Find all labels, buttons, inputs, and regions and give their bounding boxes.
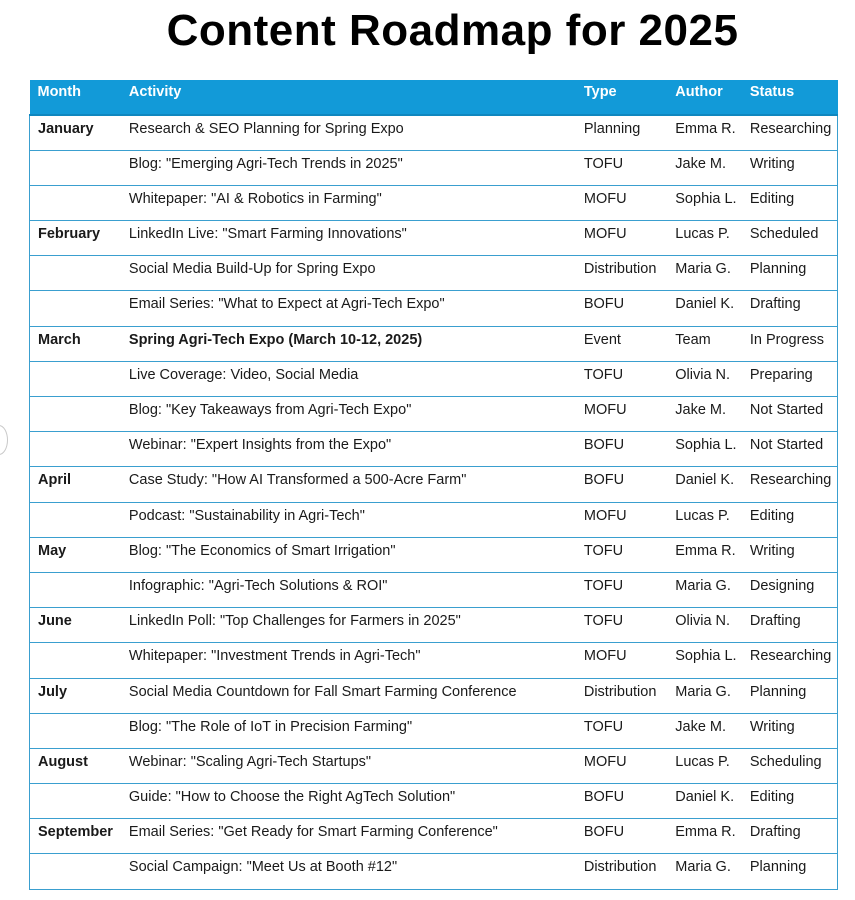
cell-author: Sophia L.: [667, 185, 742, 220]
header-activity: Activity: [121, 80, 576, 115]
cell-type: TOFU: [576, 537, 667, 572]
cell-status: Planning: [742, 678, 838, 713]
table-row: [30, 115, 838, 150]
cell-month: March: [30, 326, 121, 361]
table-row: [30, 678, 838, 713]
cell-status: Scheduling: [742, 748, 838, 783]
cell-author: Maria G.: [667, 678, 742, 713]
table-row: [30, 467, 838, 502]
cell-activity: Blog: "Emerging Agri-Tech Trends in 2025": [121, 150, 576, 185]
table-row: [30, 432, 838, 467]
cell-activity: Live Coverage: Video, Social Media: [121, 361, 576, 396]
cell-month: [30, 572, 121, 607]
cell-month: [30, 361, 121, 396]
cell-activity: LinkedIn Poll: "Top Challenges for Farmers in 2025": [121, 608, 576, 643]
cell-month: [30, 150, 121, 185]
cell-status: Drafting: [742, 819, 838, 854]
cell-status: Planning: [742, 256, 838, 291]
cell-type: BOFU: [576, 819, 667, 854]
cell-month: [30, 432, 121, 467]
table-row: [30, 854, 838, 889]
cell-author: Maria G.: [667, 854, 742, 889]
cell-status: Writing: [742, 713, 838, 748]
table-row: [30, 150, 838, 185]
cell-author: Olivia N.: [667, 608, 742, 643]
cell-activity: LinkedIn Live: "Smart Farming Innovations": [121, 221, 576, 256]
cell-status: Designing: [742, 572, 838, 607]
cell-author: Maria G.: [667, 256, 742, 291]
cell-activity: Social Media Countdown for Fall Smart Farming Conference: [121, 678, 576, 713]
header-month: Month: [30, 80, 121, 115]
cell-month: [30, 784, 121, 819]
cell-activity: Podcast: "Sustainability in Agri-Tech": [121, 502, 576, 537]
cell-status: Planning: [742, 854, 838, 889]
cell-author: Sophia L.: [667, 432, 742, 467]
cell-type: Distribution: [576, 854, 667, 889]
cell-month: January: [30, 115, 121, 150]
cell-status: Scheduled: [742, 221, 838, 256]
cell-month: [30, 854, 121, 889]
cell-month: [30, 713, 121, 748]
cell-activity: Research & SEO Planning for Spring Expo: [128, 121, 404, 137]
cell-author: Emma R.: [667, 819, 742, 854]
cell-status: Writing: [742, 150, 838, 185]
table-row: [30, 185, 838, 220]
cell-status: Preparing: [742, 361, 838, 396]
cell-month: August: [30, 748, 121, 783]
cell-month: April: [30, 467, 121, 502]
table-row: [30, 291, 838, 326]
cell-activity: Webinar: "Scaling Agri-Tech Startups": [121, 748, 576, 783]
cell-type: TOFU: [576, 608, 667, 643]
table-row: [30, 361, 838, 396]
cell-month: [30, 397, 121, 432]
cell-month: February: [30, 221, 121, 256]
header-type: Type: [576, 80, 667, 115]
table-row: [30, 326, 838, 361]
table-row: [30, 608, 838, 643]
cell-type: TOFU: [576, 572, 667, 607]
cell-activity: Blog: "Key Takeaways from Agri-Tech Expo": [121, 397, 576, 432]
cell-type: MOFU: [576, 748, 667, 783]
table-body: [30, 115, 838, 889]
cell-status: Researching: [742, 643, 838, 678]
side-scroll-handle[interactable]: [0, 425, 8, 455]
cell-type: MOFU: [576, 502, 667, 537]
cell-author: Sophia L.: [667, 643, 742, 678]
cell-type: BOFU: [576, 291, 667, 326]
cell-status: Researching: [742, 115, 838, 150]
cell-status: Editing: [742, 784, 838, 819]
cell-author: Team: [667, 326, 742, 361]
cell-type: TOFU: [576, 713, 667, 748]
table-row: [30, 221, 838, 256]
cell-month: [30, 291, 121, 326]
roadmap-table-container: [29, 80, 838, 890]
cell-author: Emma R.: [675, 121, 736, 137]
cell-month: June: [30, 608, 121, 643]
cell-author: Olivia N.: [667, 361, 742, 396]
cell-status: Editing: [742, 502, 838, 537]
cell-activity: Spring Agri-Tech Expo (March 10-12, 2025): [121, 326, 576, 361]
cell-month: [30, 256, 121, 291]
cell-author: Lucas P.: [667, 502, 742, 537]
cell-status: Drafting: [742, 291, 838, 326]
table-row: [30, 784, 838, 819]
cell-status: Writing: [742, 537, 838, 572]
cell-author: Daniel K.: [667, 467, 742, 502]
cell-type: MOFU: [576, 185, 667, 220]
cell-type: BOFU: [576, 784, 667, 819]
cell-activity: Email Series: "Get Ready for Smart Farming Conference": [121, 819, 576, 854]
cell-month: September: [30, 819, 121, 854]
cell-activity: Whitepaper: "Investment Trends in Agri-Tech": [121, 643, 576, 678]
cell-month: [30, 643, 121, 678]
cell-status: Drafting: [742, 608, 838, 643]
cell-type: Planning: [583, 121, 641, 137]
table-row: [30, 713, 838, 748]
cell-status: In Progress: [742, 326, 838, 361]
table-row: [30, 748, 838, 783]
cell-activity: Blog: "The Role of IoT in Precision Farming": [121, 713, 576, 748]
cell-activity: Social Campaign: "Meet Us at Booth #12": [121, 854, 576, 889]
cell-status: Editing: [742, 185, 838, 220]
table-row: [30, 502, 838, 537]
cell-author: Emma R.: [667, 537, 742, 572]
cell-author: Lucas P.: [667, 221, 742, 256]
cell-status: Researching: [742, 467, 838, 502]
cell-author: Daniel K.: [667, 291, 742, 326]
cell-type: MOFU: [576, 643, 667, 678]
cell-month: [30, 502, 121, 537]
cell-activity: Infographic: "Agri-Tech Solutions & ROI": [121, 572, 576, 607]
table-row: [30, 256, 838, 291]
cell-type: TOFU: [576, 361, 667, 396]
page-title: Content Roadmap for 2025: [166, 6, 739, 55]
cell-type: Distribution: [576, 256, 667, 291]
roadmap-table: [29, 80, 838, 890]
cell-activity: Case Study: "How AI Transformed a 500-Acre Farm": [121, 467, 576, 502]
cell-activity: Email Series: "What to Expect at Agri-Tech Expo": [121, 291, 576, 326]
table-row: [30, 397, 838, 432]
cell-status: Not Started: [742, 432, 838, 467]
table-row: [30, 819, 838, 854]
cell-author: Maria G.: [667, 572, 742, 607]
cell-author: Lucas P.: [667, 748, 742, 783]
table-row: [30, 643, 838, 678]
cell-activity: Guide: "How to Choose the Right AgTech Solution": [121, 784, 576, 819]
cell-type: MOFU: [576, 221, 667, 256]
cell-month: [30, 185, 121, 220]
table-row: [30, 537, 838, 572]
cell-activity: Whitepaper: "AI & Robotics in Farming": [121, 185, 576, 220]
cell-type: BOFU: [576, 467, 667, 502]
cell-activity: Social Media Build-Up for Spring Expo: [121, 256, 576, 291]
cell-author: Daniel K.: [667, 784, 742, 819]
cell-type: Distribution: [576, 678, 667, 713]
table-row: [30, 572, 838, 607]
cell-status: Not Started: [742, 397, 838, 432]
header-status: Status: [742, 80, 838, 115]
cell-type: TOFU: [576, 150, 667, 185]
cell-author: Jake M.: [667, 150, 742, 185]
cell-activity: Webinar: "Expert Insights from the Expo": [121, 432, 576, 467]
cell-activity: Blog: "The Economics of Smart Irrigation": [121, 537, 576, 572]
cell-type: BOFU: [576, 432, 667, 467]
cell-month: May: [30, 537, 121, 572]
cell-author: Jake M.: [667, 397, 742, 432]
cell-month: July: [30, 678, 121, 713]
cell-author: Jake M.: [667, 713, 742, 748]
header-author: Author: [667, 80, 742, 115]
table-header-row: [30, 80, 838, 115]
cell-type: Event: [576, 326, 667, 361]
cell-type: MOFU: [576, 397, 667, 432]
